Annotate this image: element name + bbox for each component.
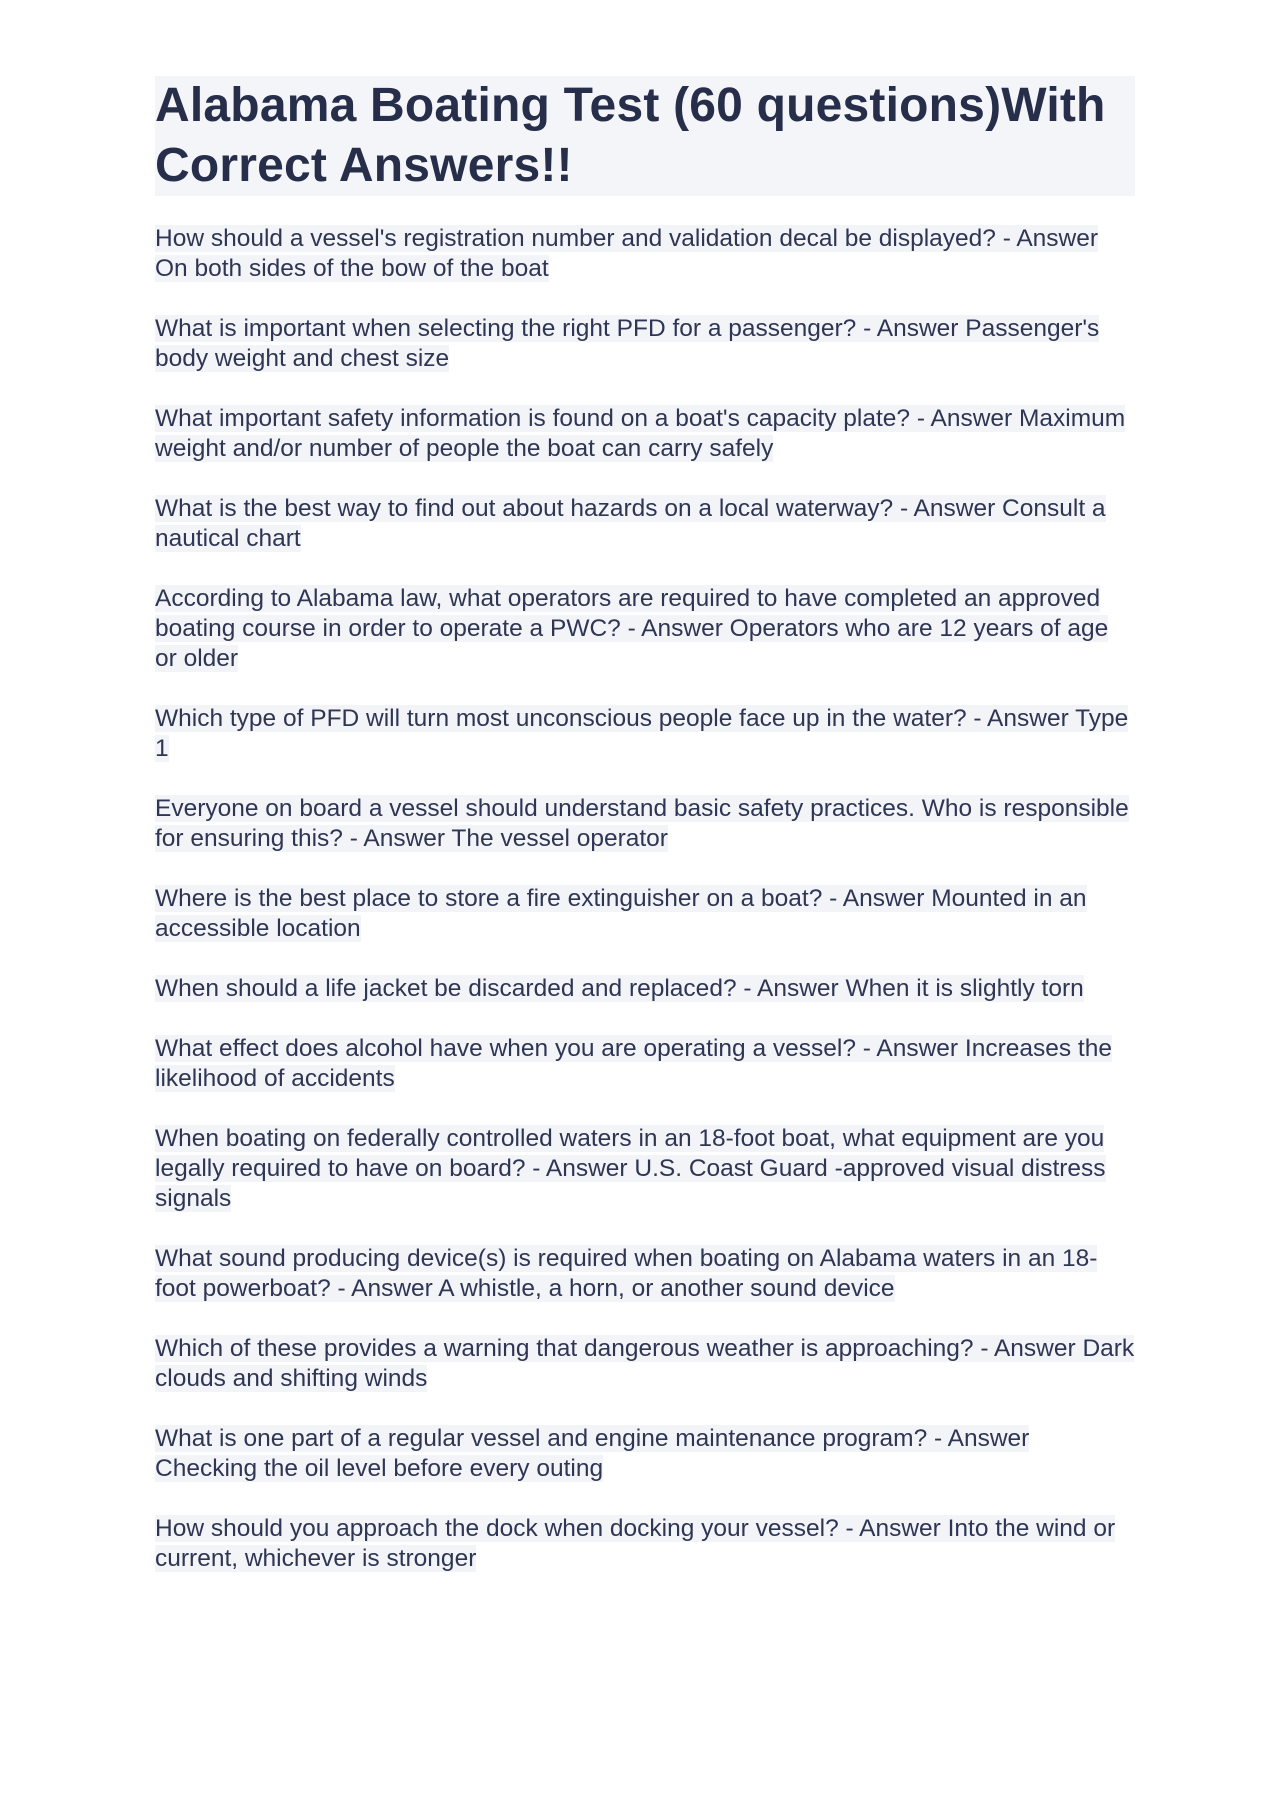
qa-item xyxy=(155,704,1135,764)
qa-item xyxy=(155,884,1135,944)
qa-item xyxy=(155,494,1135,554)
qa-item xyxy=(155,1424,1135,1484)
document-title: Alabama Boating Test (60 questions)With Correct Answers!! xyxy=(155,79,1106,192)
qa-item xyxy=(155,584,1135,674)
qa-item xyxy=(155,1514,1135,1574)
qa-text: What is important when selecting the right PFD for a passenger? - Answer Passenger's body weight and chest size xyxy=(155,315,1100,372)
qa-text: What effect does alcohol have when you are operating a vessel? - Answer Increases the likelihood of accidents xyxy=(155,1035,1112,1092)
qa-item xyxy=(155,1034,1135,1094)
qa-item xyxy=(155,314,1135,374)
qa-item xyxy=(155,974,1135,1004)
qa-text: What is one part of a regular vessel and engine maintenance program? - Answer Checking the oil level before every outing xyxy=(155,1425,1030,1482)
qa-item xyxy=(155,794,1135,854)
qa-text: Which type of PFD will turn most unconscious people face up in the water? - Answer Type 1 xyxy=(155,705,1129,762)
qa-text: According to Alabama law, what operators are required to have completed an approved boating course in order to operate a PWC? - Answer Operators who are 12 years of age or older xyxy=(155,585,1109,672)
qa-list xyxy=(155,224,1135,1574)
qa-item xyxy=(155,1124,1135,1214)
qa-text: Where is the best place to store a fire extinguisher on a boat? - Answer Mounted in an accessible location xyxy=(155,885,1087,942)
qa-item xyxy=(155,224,1135,284)
qa-text: What important safety information is found on a boat's capacity plate? - Answer Maximum weight and/or number of people the boat can carry safely xyxy=(155,405,1126,462)
qa-text: What is the best way to find out about hazards on a local waterway? - Answer Consult a nautical chart xyxy=(155,495,1106,552)
qa-text: When should a life jacket be discarded and replaced? - Answer When it is slightly torn xyxy=(155,975,1084,1002)
qa-text: What sound producing device(s) is required when boating on Alabama waters in an 18-foot powerboat? - Answer A whistle, a horn, or another sound device xyxy=(155,1245,1098,1302)
qa-text: Everyone on board a vessel should understand basic safety practices. Who is responsible for ensuring this? - Answer The vessel operator xyxy=(155,795,1129,852)
qa-text: How should a vessel's registration number and validation decal be displayed? - Answer On both sides of the bow of the boat xyxy=(155,225,1099,282)
document-page xyxy=(155,76,1135,1604)
qa-text: Which of these provides a warning that dangerous weather is approaching? - Answer Dark clouds and shifting winds xyxy=(155,1335,1135,1392)
qa-item xyxy=(155,1334,1135,1394)
qa-text: When boating on federally controlled waters in an 18-foot boat, what equipment are you legally required to have on board? - Answer U.S. Coast Guard -approved visual distress signals xyxy=(155,1125,1106,1212)
title-block xyxy=(155,76,1135,196)
qa-item xyxy=(155,1244,1135,1304)
qa-text: How should you approach the dock when docking your vessel? - Answer Into the wind or current, whichever is stronger xyxy=(155,1515,1116,1572)
qa-item xyxy=(155,404,1135,464)
